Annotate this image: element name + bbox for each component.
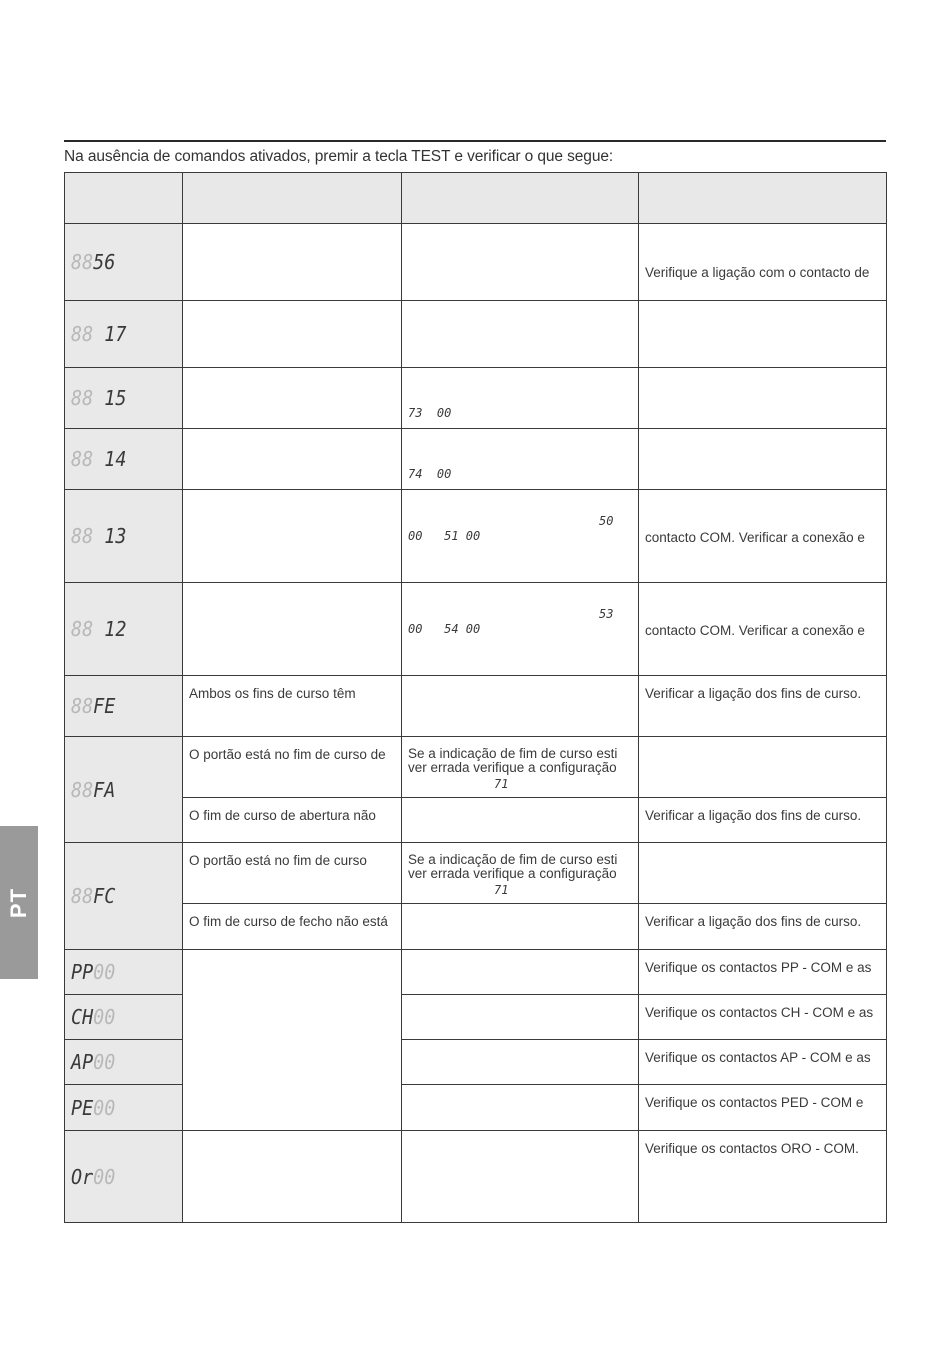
action-cell: Verifique os contactos AP - COM e as — [639, 1040, 887, 1085]
action-cell: Verifique os contactos ORO - COM. — [639, 1131, 887, 1223]
check-cell — [402, 1085, 639, 1131]
display-cell: 88FE — [65, 676, 183, 737]
description-cell — [183, 490, 402, 583]
check-cell — [402, 950, 639, 995]
action-cell — [639, 429, 887, 490]
check-cell: 53 00 54 00 — [402, 583, 639, 676]
action-cell: contacto COM. Verificar a conexão e — [639, 583, 887, 676]
header-cell-action — [639, 173, 887, 224]
display-cell: CH00 — [65, 995, 183, 1040]
action-cell: contacto COM. Verificar a conexão e — [639, 490, 887, 583]
display-cell: 88 12 — [65, 583, 183, 676]
check-cell — [402, 224, 639, 301]
check-cell — [402, 798, 639, 843]
description-cell — [183, 301, 402, 368]
table-row — [65, 843, 887, 904]
header-cell-check — [402, 173, 639, 224]
check-cell — [402, 1040, 639, 1085]
description-cell — [183, 583, 402, 676]
action-cell — [639, 301, 887, 368]
table-row — [65, 737, 887, 798]
display-cell: 88 13 — [65, 490, 183, 583]
display-cell: Or00 — [65, 1131, 183, 1223]
table-row — [65, 368, 887, 429]
action-cell — [639, 368, 887, 429]
check-cell — [402, 676, 639, 737]
description-cell: O fim de curso de abertura não — [183, 798, 402, 843]
action-cell: Verifique a ligação com o contacto de — [639, 224, 887, 301]
description-cell — [183, 368, 402, 429]
check-cell — [402, 1131, 639, 1223]
action-cell: Verifique os contactos PED - COM e — [639, 1085, 887, 1131]
description-cell — [183, 1131, 402, 1223]
check-cell — [402, 904, 639, 950]
header-cell-description — [183, 173, 402, 224]
table-row — [65, 904, 887, 950]
display-cell: 88 14 — [65, 429, 183, 490]
check-cell: 73 00 — [402, 368, 639, 429]
action-cell: Verifique os contactos CH - COM e as — [639, 995, 887, 1040]
table-row — [65, 583, 887, 676]
language-tab-label: PT — [6, 887, 31, 918]
table-row — [65, 224, 887, 301]
table-row — [65, 798, 887, 843]
language-tab — [0, 826, 38, 979]
check-cell: 50 00 51 00 — [402, 490, 639, 583]
check-cell: 74 00 — [402, 429, 639, 490]
description-cell: O fim de curso de fecho não está — [183, 904, 402, 950]
description-cell: O portão está no fim de curso — [183, 843, 402, 904]
table-row — [65, 301, 887, 368]
check-cell — [402, 301, 639, 368]
action-cell — [639, 843, 887, 904]
display-cell: 88FC — [65, 843, 183, 950]
table-row — [65, 676, 887, 737]
description-cell — [183, 429, 402, 490]
display-cell: 88 15 — [65, 368, 183, 429]
action-cell: Verificar a ligação dos fins de curso. — [639, 904, 887, 950]
display-cell: PP00 — [65, 950, 183, 995]
description-cell — [183, 950, 402, 1131]
display-cell: 88FA — [65, 737, 183, 843]
header-row — [65, 173, 887, 224]
action-cell — [639, 737, 887, 798]
table-row — [65, 1131, 887, 1223]
action-cell: Verifique os contactos PP - COM e as — [639, 950, 887, 995]
display-cell: 8856 — [65, 224, 183, 301]
description-cell — [183, 224, 402, 301]
intro-text: Na ausência de comandos ativados, premir a tecla TEST e verificar o que segue: — [64, 148, 614, 165]
display-cell: AP00 — [65, 1040, 183, 1085]
table-row — [65, 429, 887, 490]
check-cell: Se a indicação de fim de curso esti ver errada verifique a configuração 71 — [402, 737, 639, 798]
table-row — [65, 490, 887, 583]
display-cell: 88 17 — [65, 301, 183, 368]
header-cell-display — [65, 173, 183, 224]
diagnostics-table — [64, 172, 887, 1223]
display-cell: PE00 — [65, 1085, 183, 1131]
check-cell — [402, 995, 639, 1040]
top-rule — [64, 140, 886, 142]
description-cell: O portão está no fim de curso de — [183, 737, 402, 798]
table-row — [65, 950, 887, 995]
description-cell: Ambos os fins de curso têm — [183, 676, 402, 737]
action-cell: Verificar a ligação dos fins de curso. — [639, 676, 887, 737]
check-cell: Se a indicação de fim de curso esti ver errada verifique a configuração 71 — [402, 843, 639, 904]
action-cell: Verificar a ligação dos fins de curso. — [639, 798, 887, 843]
